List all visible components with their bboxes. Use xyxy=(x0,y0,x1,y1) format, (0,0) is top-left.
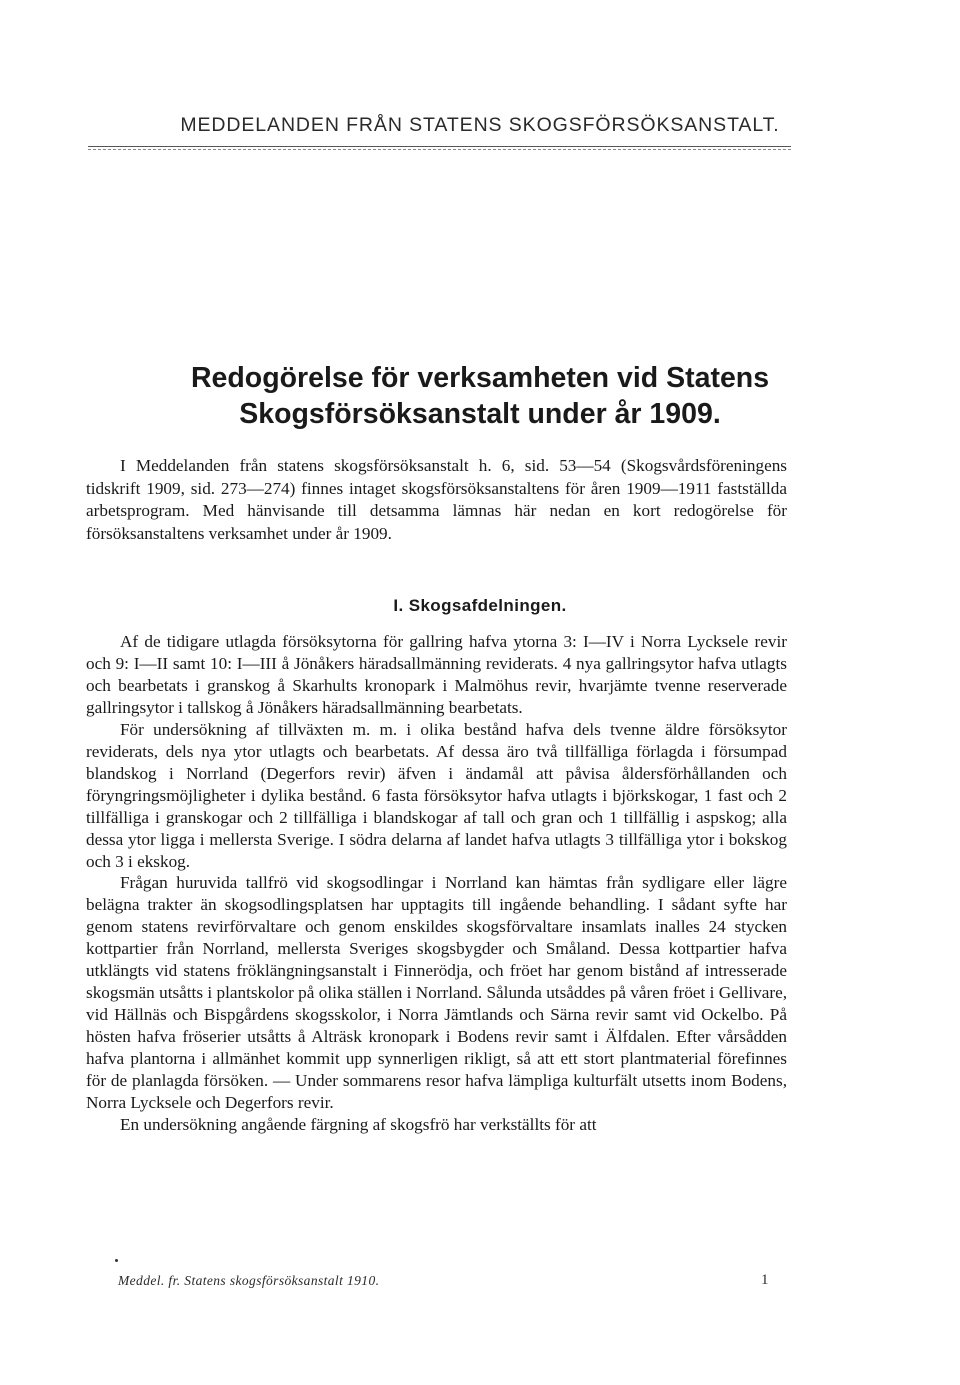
footer-citation: Meddel. fr. Statens skogsförsöksanstalt 1910. xyxy=(118,1273,380,1288)
section-heading: I. Skogsafdelningen. xyxy=(393,596,567,615)
body-paragraph-2: För undersökning af tillväxten m. m. i olika bestånd hafva dels tvenne äldre försöksytor reviderats, dels nya ytor utlagts och bearbetats. Af dessa äro två tillfälliga förlagda i försumpad blandskog i Norrland (Degerfors revir) äfven i ändamål att påvisa åldersförhållanden och föryngringsmöjligheter i dylika bestånd. 6 fasta försöksytor hafva utlagts i björkskogar, 1 fast och 2 tillfälliga i granskogar och 2 tillfälliga i blandskogar af tall och gran och 1 tillfällig i aspskog; alla dessa ytor ligga i mellersta Sverige. I södra delarna af landet hafva utlagts 3 tillfälliga ytor i bokskog och 3 i ekskog. xyxy=(86,719,787,871)
intro-paragraph: I Meddelanden från statens skogsförsöksanstalt h. 6, sid. 53—54 (Skogsvårdsföreningens tidskrift 1909, sid. 273—274) finnes intaget skogsförsöksanstaltens för åren 1909—1911 fastställda arbetsprogram. Med hänvisande till detsamma lämnas här nedan en kort redogörelse för försöksanstaltens verksamhet under år 1909. xyxy=(86,456,787,543)
margin-mark xyxy=(115,1259,118,1262)
section-body xyxy=(86,631,787,1136)
document-title xyxy=(0,360,960,432)
page-number: 1 xyxy=(761,1272,769,1288)
body-paragraph-1: Af de tidigare utlagda försöksytorna för gallring hafva ytorna 3: I—IV i Norra Lycksele revir och 9: I—II samt 10: I—III å Jönåkers häradsallmänning reviderats. 4 nya gallringsytor hafva utlagts och bearbetats i granskog å Skarhults kronopark i Malmöhus revir, hvarjämte tvenne reserverade gallringsytor i tallskog å Jönåkers häradsallmänning bearbetats. xyxy=(86,632,787,717)
header-rule xyxy=(88,146,791,147)
title-line-2: Skogsförsöksanstalt under år 1909. xyxy=(239,398,721,430)
title-line-1: Redogörelse för verksamheten vid Statens xyxy=(190,362,770,394)
running-head: MEDDELANDEN FRÅN STATENS SKOGSFÖRSÖKSANSTALT. xyxy=(180,114,780,136)
body-paragraph-4: En undersökning angående färgning af skogsfrö har verkställts för att xyxy=(120,1114,597,1134)
body-paragraph-3: Frågan huruvida tallfrö vid skogsodlingar i Norrland kan hämtas från sydligare eller lägre belägna trakter än skogsodlingsplatsen har upptagits till ingående behandling. I sådant syfte har genom statens revirförvaltare och genom enskildes skogsförvaltare insamlats inalles 24 stycken kottpartier från Norrland, mellersta Sveriges skogsbygder och Småland. Dessa kottpartier hafva utklängts vid statens fröklängningsanstalt i Finnerödja, och fröet har genom bistånd af intresserade skogsmän utsåtts i plantskolor på olika ställen i Norrland. Sålunda utsåddes på våren fröet i Gellivare, vid Hällnäs och Bispgårdens skogsskolor, i Norra Jämtlands och Särna revir samt vid Ockelbo. På hösten hafva fröserier utsåtts å Alträsk kronopark i Bodens revir samt i Älfdalen. Efter vårsådden hafva plantorna i allmänhet kommit upp synnerligen rikligt, så att ett stort plantmaterial förefinnes för de planlagda försöken. — Under sommarens resor hafva lämpliga kulturfält utsetts inom Bodens, Norra Lycksele och Degerfors revir. xyxy=(86,873,787,1113)
header-rule-dashed xyxy=(88,149,791,150)
